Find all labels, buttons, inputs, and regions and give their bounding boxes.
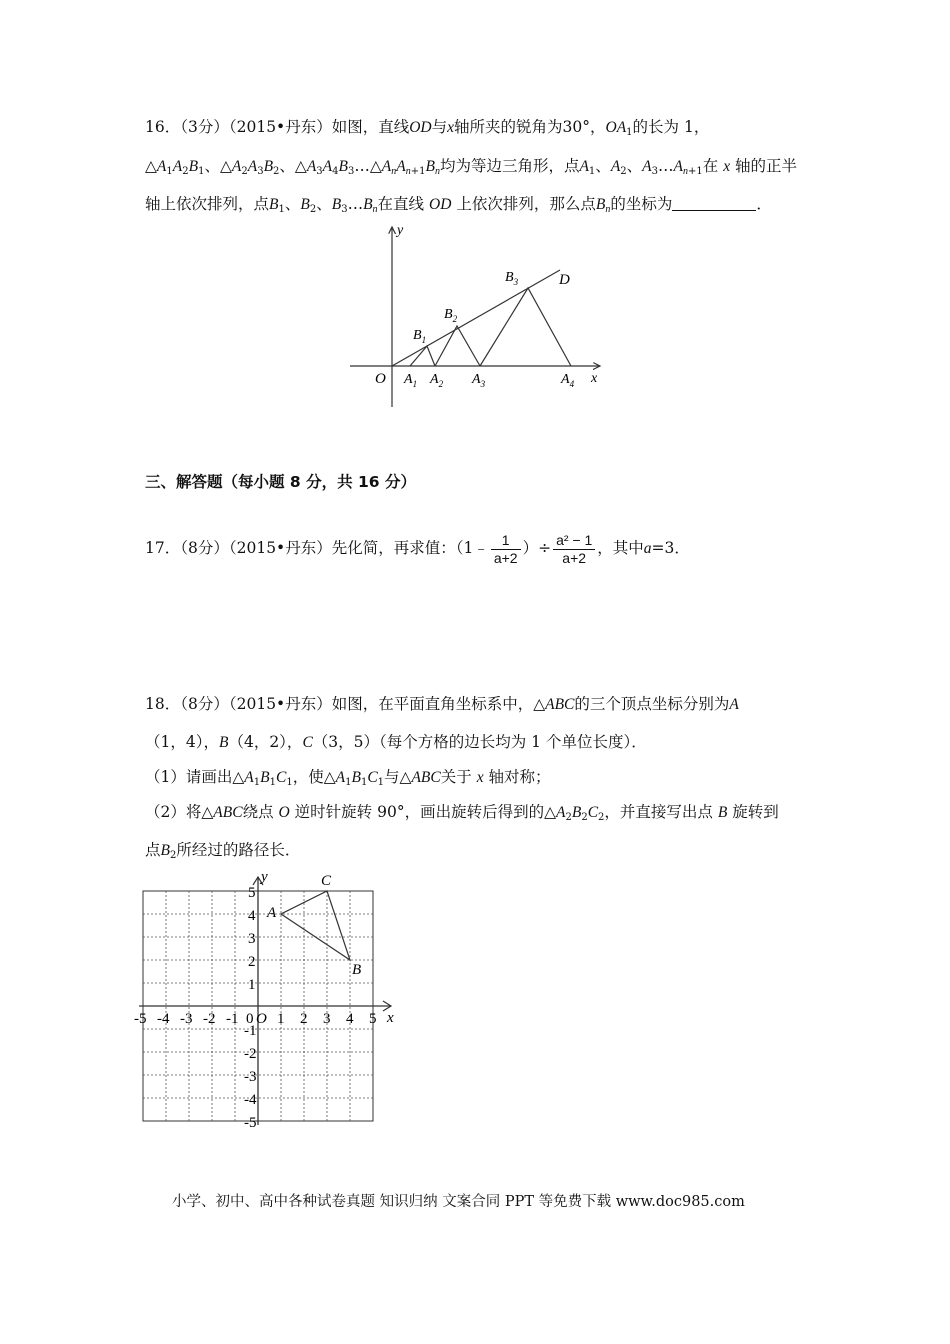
d-label: D bbox=[559, 272, 570, 288]
y-tick-label: -2 bbox=[244, 1046, 257, 1062]
x-tick-label: 3 bbox=[323, 1011, 331, 1027]
y-tick-label: 5 bbox=[248, 885, 256, 901]
b2-label: $B_2$ bbox=[444, 307, 458, 324]
q16-line-1: 16．（3分）（2015•丹东）如图，直线OD与x轴所夹的锐角为30°，$OA_1$的长为 1， bbox=[145, 118, 710, 138]
a1-label: $A_1$ bbox=[404, 372, 418, 389]
section-heading: 三、解答题（每小题 8 分，共 16 分） bbox=[145, 473, 416, 491]
x-tick-label: 1 bbox=[277, 1011, 285, 1027]
page-footer: 小学、初中、高中各种试卷真题 知识归纳 文案合同 PPT 等免费下载 www.doc985.com bbox=[172, 1194, 745, 1210]
x-tick-label: 2 bbox=[300, 1011, 308, 1027]
q16-figure bbox=[345, 222, 615, 417]
answer-blank[interactable] bbox=[672, 196, 756, 211]
x-tick-label: -4 bbox=[157, 1011, 170, 1027]
a4-label: $A_4$ bbox=[561, 372, 575, 389]
triangle-abc bbox=[281, 891, 350, 960]
point-b-label: B bbox=[352, 962, 362, 978]
q18-line-4: （2）将△ABC绕点 O 逆时针旋转 90°，画出旋转后得到的$\triangle A_2B_2C_2$，并直接写出点 B 旋转到 bbox=[145, 803, 779, 823]
y-tick-label: -4 bbox=[244, 1092, 257, 1108]
y-tick-label: -1 bbox=[244, 1023, 257, 1039]
y-tick-label: 4 bbox=[248, 908, 256, 924]
y-tick-label: -3 bbox=[244, 1069, 257, 1085]
x-tick-label: 4 bbox=[346, 1011, 354, 1027]
a2-label: $A_2$ bbox=[430, 372, 444, 389]
y-tick-label: -5 bbox=[244, 1115, 257, 1131]
o-label: O bbox=[375, 371, 386, 387]
q18-line-5: 点$B_2$所经过的路径长． bbox=[145, 841, 301, 861]
point-a-label: A bbox=[267, 905, 277, 921]
triangle-2 bbox=[435, 326, 480, 366]
x-tick-label: -1 bbox=[226, 1011, 239, 1027]
y-tick-label: 2 bbox=[248, 954, 256, 970]
fraction-1: $\frac{1}{a+2}$ bbox=[491, 532, 521, 567]
q18-grid-figure bbox=[134, 866, 420, 1138]
x-tick-label: -5 bbox=[134, 1011, 147, 1027]
x-label: x bbox=[591, 371, 598, 386]
y-axis-label: y bbox=[261, 869, 268, 885]
q18-line-2: （1，4），B（4，2），C（3，5）（每个方格的边长均为 1 个单位长度）． bbox=[145, 733, 647, 751]
b1-label: $B_1$ bbox=[413, 328, 427, 345]
origin-label: O bbox=[256, 1011, 267, 1027]
triangle-3 bbox=[480, 288, 571, 366]
y-label: y bbox=[397, 223, 404, 238]
x-tick-label: 5 bbox=[369, 1011, 377, 1027]
q18-line-1: 18．（8分）（2015•丹东）如图，在平面直角坐标系中，△ABC的三个顶点坐标分别为A bbox=[145, 695, 739, 713]
line-od bbox=[392, 270, 560, 366]
point-c-label: C bbox=[321, 873, 332, 889]
y-tick-label: 3 bbox=[248, 931, 256, 947]
x-tick-label: -2 bbox=[203, 1011, 216, 1027]
x-tick-label: 0 bbox=[246, 1011, 254, 1027]
x-axis-label: x bbox=[387, 1010, 394, 1026]
q16-line-2: $\triangle A_1A_2B_1$、$\triangle A_2A_3B_2$、$\triangle A_3A_4B_3\dots\triangle A_nA_{n+1}B_n$均为等边三角形，点$A_1$、$A_2$、$A_3\dots A_{n+1}$在 x 轴的正半 bbox=[145, 157, 798, 177]
grid-labels bbox=[134, 869, 394, 1131]
a3-label: $A_3$ bbox=[472, 372, 486, 389]
q16-line-3: 轴上依次排列，点$B_1$、$B_2$、$B_3\dots B_n$在直线 OD 上依次排列，那么点$B_n$的坐标为 ． bbox=[145, 195, 772, 215]
q17-line: 17．（8分）（2015•丹东）先化简，再求值：（1﹣ $\frac{1}{a+2}$ ）÷ $\frac{\text{a² − 1}}{a+2}$ ，其中a=3． bbox=[145, 531, 690, 566]
b3-label: $B_3$ bbox=[505, 270, 519, 287]
x-tick-label: -3 bbox=[180, 1011, 193, 1027]
fraction-2: $\frac{\text{a² − 1}}{a+2}$ bbox=[553, 532, 595, 567]
grid-lines bbox=[139, 877, 391, 1125]
q18-line-3: （1）请画出$\triangle A_1B_1C_1$，使$\triangle A_1B_1C_1$与△ABC关于 x 轴对称； bbox=[145, 768, 551, 788]
y-tick-label: 1 bbox=[248, 977, 256, 993]
